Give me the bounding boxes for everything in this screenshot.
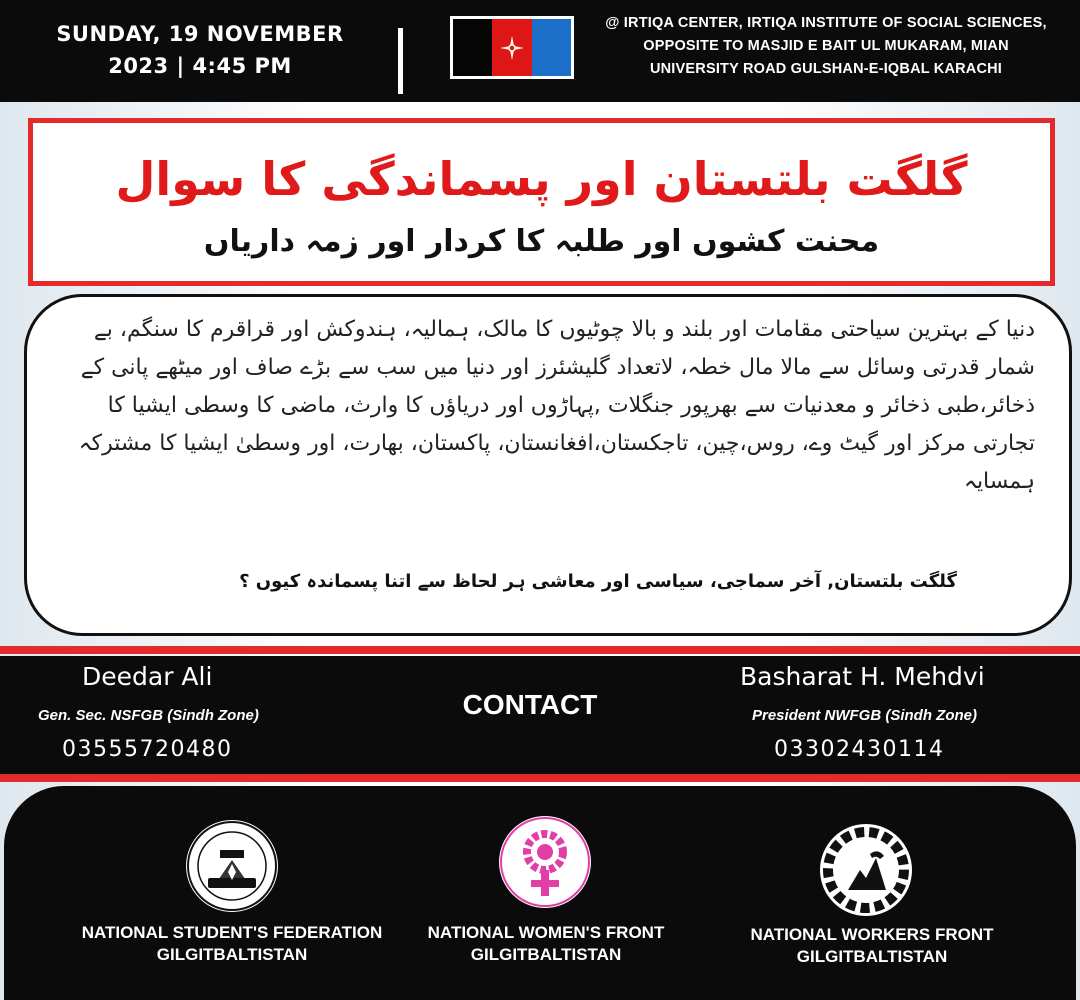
nsf-logo-icon [186, 820, 278, 912]
flag-black-stripe [453, 19, 492, 76]
date-line-1: SUNDAY, 19 NOVEMBER [56, 22, 344, 46]
description-text: دنیا کے بہترین سیاحتی مقامات اور بلند و بالا چوٹیوں کا مالک، ہمالیہ، ہندوکش اور قراقرم کا سنگم، بے شمار قدرتی وسائل سے مالا مال خطہ، لاتعداد گلیشئرز اور دنیا میں سب سے بڑے صاف اور میٹھے پانی کے ذخائر،طبی ذخائر و معدنیات سے بھرپور جنگلات ,پہاڑوں اور دریاؤں کا وارث، ماضی کا وسطی ایشیا کا تجارتی مرکز اور گیٹ وے، روس،چین، تاجکستان،افغانستان، پاکستان، بھارت، اور وسطیٰ ایشیا کا مشترکہ ہمسایہ [78, 317, 1035, 494]
org-nwkf-line-1: NATIONAL WORKERS FRONT [750, 925, 994, 944]
venue-line-2: OPPOSITE TO MASJID E BAIT UL MUKARAM, MIAN [643, 38, 1009, 54]
venue-line-1: @ IRTIQA CENTER, IRTIQA INSTITUTE OF SOCIAL SCIENCES, [605, 15, 1047, 31]
description-question: گلگت بلتستان, آخر سماجی، سیاسی اور معاشی ہر لحاظ سے اتنا پسماندہ کیوں ؟ [239, 571, 957, 592]
nwf-logo-icon [499, 816, 591, 908]
poster-title: گلگت بلتستان اور پسماندگی کا سوال [115, 152, 968, 206]
poster-subtitle: محنت کشوں اور طلبہ کا کردار اور زمہ داریاں [203, 224, 880, 259]
header-band [0, 0, 1080, 102]
nwkf-logo-icon [820, 824, 912, 916]
compass-star-icon [499, 35, 525, 61]
contact-left-phone: 03555720480 [62, 737, 233, 762]
date-line-2: 2023 | 4:45 PM [108, 54, 292, 78]
red-divider-bottom [0, 774, 1080, 782]
event-date [40, 18, 360, 82]
flag-blue-stripe [532, 19, 571, 76]
contact-right-name: Basharat H. Mehdvi [740, 662, 985, 691]
org-nwkf-name [748, 924, 996, 968]
flag-red-stripe [492, 19, 531, 76]
description-box [24, 294, 1072, 636]
org-nwf-line-1: NATIONAL WOMEN'S FRONT [427, 923, 665, 942]
event-venue [596, 12, 1056, 81]
red-divider-top [0, 646, 1080, 654]
contact-left-name: Deedar Ali [82, 662, 213, 691]
org-nsf-name [80, 922, 384, 966]
header-divider [398, 28, 403, 94]
org-nwkf-line-2: GILGITBALTISTAN [796, 947, 948, 966]
venue-line-3: UNIVERSITY ROAD GULSHAN-E-IQBAL KARACHI [649, 61, 1003, 77]
contact-right-role: President NWFGB (Sindh Zone) [752, 707, 977, 724]
flag-logo [450, 16, 574, 79]
org-nsf-line-2: GILGITBALTISTAN [156, 945, 308, 964]
org-nwf-line-2: GILGITBALTISTAN [470, 945, 622, 964]
org-nwf-name [418, 922, 674, 966]
contact-label: CONTACT [462, 689, 598, 720]
contact-left-role: Gen. Sec. NSFGB (Sindh Zone) [38, 707, 259, 724]
contact-right-phone: 03302430114 [774, 737, 945, 762]
title-box [28, 118, 1055, 286]
org-nsf-line-1: NATIONAL STUDENT'S FEDERATION [81, 923, 383, 942]
